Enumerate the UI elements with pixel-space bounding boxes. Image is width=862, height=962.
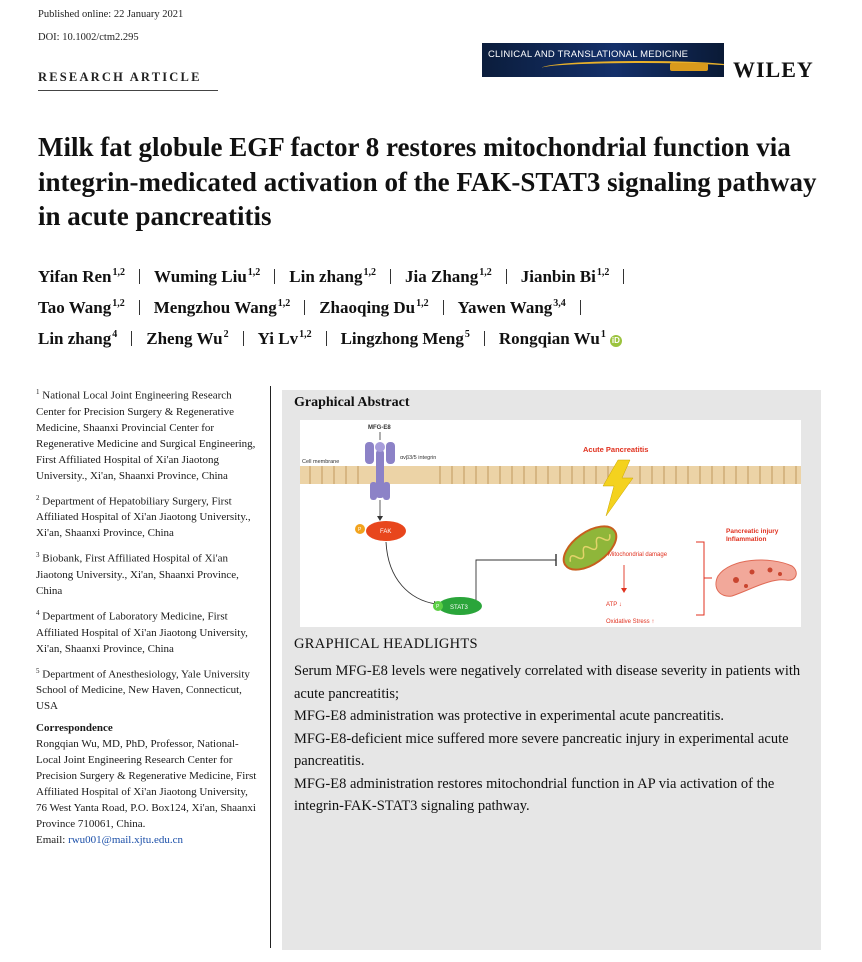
author-line-2 — [38, 298, 828, 329]
orcid-icon[interactable]: iD — [611, 336, 620, 345]
fak-to-stat3-arrow — [386, 542, 436, 604]
graphical-abstract-heading: Graphical Abstract — [294, 395, 410, 410]
author-separator — [131, 331, 132, 346]
author-separator — [326, 331, 327, 346]
inhibition-line — [476, 560, 556, 600]
author-name[interactable]: Yi Lv$^{1,2}$ — [257, 329, 312, 348]
article-type-rule — [38, 90, 218, 91]
author-separator — [139, 300, 140, 315]
affiliation-3: $^3$ Biobank, First Affiliated Hospital of Xi'an Jiaotong University., Xi'an, Shaanxi Province, China — [36, 551, 239, 597]
author-name[interactable]: Zhaoqing Du$^{1,2}$ — [319, 298, 429, 317]
headlights-list — [294, 660, 814, 818]
graphical-abstract — [282, 390, 821, 950]
author-name[interactable]: Jia Zhang$^{1,2}$ — [405, 267, 492, 286]
mfge8-label: MFG-E8 — [368, 425, 391, 431]
integrin-label: αvβ3/5 integrin — [400, 455, 437, 461]
membrane-label: Cell membrane — [302, 459, 340, 465]
email-link[interactable]: rwu001@mail.xjtu.edu.cn — [68, 834, 183, 847]
publisher-logo[interactable]: WILEY — [733, 57, 814, 82]
author-separator — [506, 269, 507, 284]
affiliations — [36, 384, 260, 848]
author-name[interactable]: Lingzhong Meng$^5$ — [340, 329, 470, 348]
author-line-1 — [38, 267, 828, 298]
affiliation-1: $^1$ National Local Joint Engineering Research Center for Precision Surgery & Regenerative Medicine, Shaanxi Provincial Center for Regenerative Medicine and Surgical Engineering, First Affiliated Hospital of Xi'an Jiaotong University., Xi'an, Shaanxi Province, China — [36, 388, 256, 482]
headlight-item: MFG-E8 administration was protective in experimental acute pancreatitis. — [294, 708, 725, 724]
mitochondrion-icon — [556, 518, 624, 579]
author-separator — [390, 269, 391, 284]
inflammation-label: Inflammation — [726, 536, 767, 543]
author-name[interactable]: Jianbin Bi$^{1,2}$ — [520, 267, 610, 286]
journal-name: CLINICAL AND TRANSLATIONAL MEDICINE — [488, 49, 689, 60]
author-line-3 — [38, 329, 828, 360]
author-separator — [243, 331, 244, 346]
pathway-diagram — [300, 420, 801, 627]
published-date: Published online: 22 January 2021 — [38, 9, 184, 20]
author-separator — [580, 300, 581, 315]
author-name[interactable]: Mengzhou Wang$^{1,2}$ — [153, 298, 291, 317]
author-name[interactable]: Zheng Wu$^2$ — [146, 329, 229, 348]
article-type: RESEARCH ARTICLE — [38, 70, 202, 84]
pancreatic-injury-label: Pancreatic injury — [726, 528, 779, 535]
author-name[interactable]: Yawen Wang$^{3,4}$ — [457, 298, 566, 317]
effect-bracket — [696, 542, 712, 615]
author-separator — [484, 331, 485, 346]
article-title: Milk fat globule EGF factor 8 restores mitochondrial function via integrin-medicated activation of the FAK-STAT3 signaling pathway in acute pancreatitis — [38, 132, 817, 231]
author-separator — [274, 269, 275, 284]
author-separator — [304, 300, 305, 315]
stat3-label: STAT3 — [450, 605, 468, 611]
author-name[interactable]: Lin zhang$^{1,2}$ — [289, 267, 377, 286]
author-separator — [623, 269, 624, 284]
fak-phospho-label: P — [358, 527, 362, 533]
fak-label: FAK — [380, 529, 392, 535]
author-separator — [443, 300, 444, 315]
doi: DOI: 10.1002/ctm2.295 — [38, 32, 139, 43]
author-separator — [139, 269, 140, 284]
mitochondrial-damage-label: Mitochondrial damage — [608, 552, 668, 558]
author-name[interactable]: Tao Wang$^{1,2}$ — [38, 298, 125, 317]
author-name[interactable]: Rongqian Wu$^1$ — [498, 329, 606, 348]
graphical-abstract-figure[interactable] — [300, 420, 801, 627]
oxidative-stress-label: Oxidative Stress ↑ — [606, 619, 655, 625]
affiliation-2: $^2$ Department of Hepatobiliary Surgery, First Affiliated Hospital of Xi'an Jiaotong University., Xi'an, Shaanxi Province, China — [36, 493, 251, 540]
author-name[interactable]: Wuming Liu$^{1,2}$ — [154, 267, 261, 286]
correspondence-heading: Correspondence — [36, 722, 113, 735]
headlight-item: MFG-E8-deficient mice suffered more severe pancreatic injury in experimental acute pancreatitis. — [294, 730, 789, 769]
headlight-item: MFG-E8 administration restores mitochondrial function in AP via activation of the integrin-FAK-STAT3 signaling pathway. — [294, 775, 775, 814]
acute-pancreatitis-label: Acute Pancreatitis — [583, 445, 649, 454]
cell-membrane — [300, 466, 801, 484]
stat3-phospho-label: P — [436, 604, 440, 610]
column-divider — [270, 386, 271, 948]
headlights-title: GRAPHICAL HEADLIGHTS — [294, 636, 478, 652]
author-list — [38, 267, 828, 360]
headlight-item: Serum MFG-E8 levels were negatively correlated with disease severity in patients with acute pancreatitis; — [294, 663, 801, 702]
author-name[interactable]: Yifan Ren$^{1,2}$ — [38, 267, 126, 286]
affiliation-4: $^4$ Department of Laboratory Medicine, First Affiliated Hospital of Xi'an Jiaotong University, Xi'an, Shaanxi Province, China — [36, 608, 248, 655]
correspondence-body: Rongqian Wu, MD, PhD, Professor, National-Local Joint Engineering Research Center for Precision Surgery & Regenerative Medicine, First Affiliated Hospital of Xi'an Jiaotong University, 76 West Yanta Road, P.O. Box124, Xi'an, Shaanxi Province 710061, China. Email: rwu001@mail.xjtu.edu.cn — [36, 738, 257, 847]
affiliation-5: $^5$ Department of Anesthesiology, Yale University School of Medicine, New Haven, Connecticut, USA — [36, 666, 250, 713]
atp-label: ATP ↓ — [606, 602, 622, 608]
open-access-badge — [670, 63, 708, 71]
author-name[interactable]: Lin zhang$^4$ — [38, 329, 118, 348]
pancreas-icon — [716, 560, 796, 596]
journal-logo[interactable] — [482, 43, 724, 77]
